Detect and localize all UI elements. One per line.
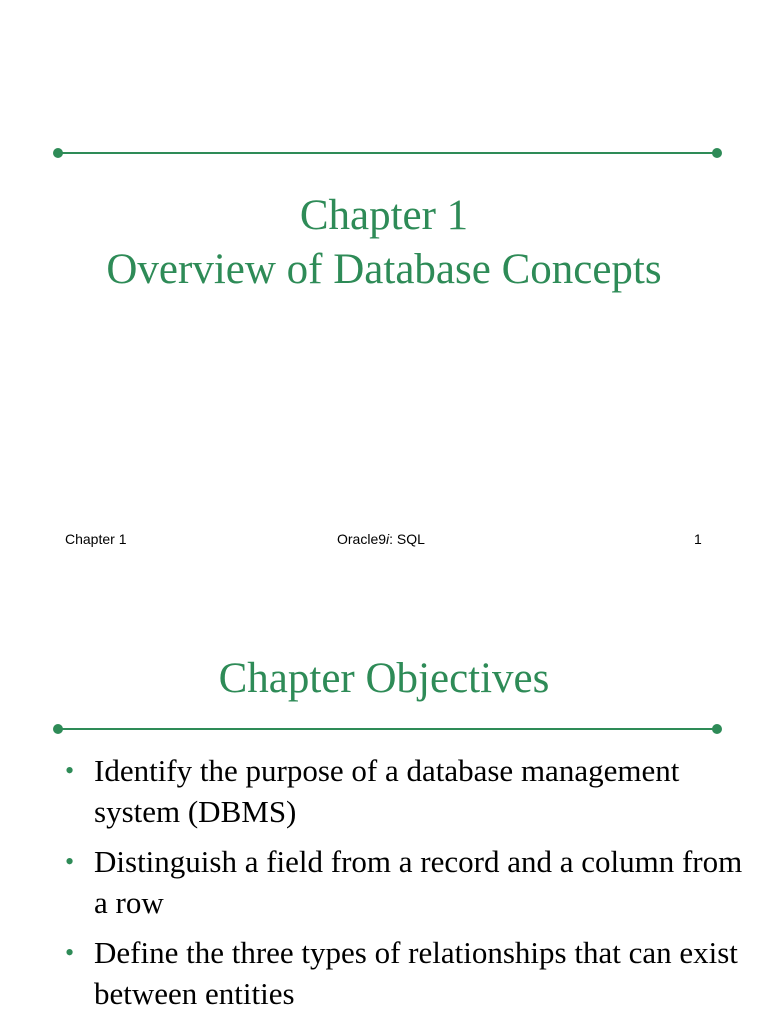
slide-1-title-line-2: Overview of Database Concepts bbox=[106, 246, 662, 293]
footer-left: Chapter 1 bbox=[65, 531, 127, 547]
footer-center bbox=[337, 531, 425, 547]
footer-center-italic: i bbox=[386, 531, 390, 547]
objective-text: Identify the purpose of a database management system (DBMS) bbox=[94, 753, 680, 829]
list-item bbox=[0, 932, 768, 1014]
objectives-list bbox=[0, 750, 768, 1023]
slide-1-title bbox=[0, 189, 768, 297]
slide-2-title: Chapter Objectives bbox=[218, 655, 550, 702]
objective-text: Distinguish a field from a record and a column from a row bbox=[94, 844, 743, 920]
page-number: 1 bbox=[694, 531, 702, 547]
bullet-icon: • bbox=[65, 847, 75, 876]
objective-text: Define the three types of relationships that can exist between entities bbox=[94, 935, 738, 1011]
slide-2 bbox=[0, 580, 768, 1024]
footer-center-prefix: Oracle9 bbox=[337, 531, 387, 547]
bullet-icon: • bbox=[65, 756, 75, 785]
bullet-icon: • bbox=[65, 938, 75, 967]
title-divider-top bbox=[58, 152, 717, 154]
list-item bbox=[0, 841, 768, 923]
slide-1-title-line-1: Chapter 1 bbox=[299, 192, 469, 239]
list-item bbox=[0, 750, 768, 832]
title-divider bbox=[58, 728, 717, 730]
footer-center-suffix: : SQL bbox=[389, 531, 425, 547]
